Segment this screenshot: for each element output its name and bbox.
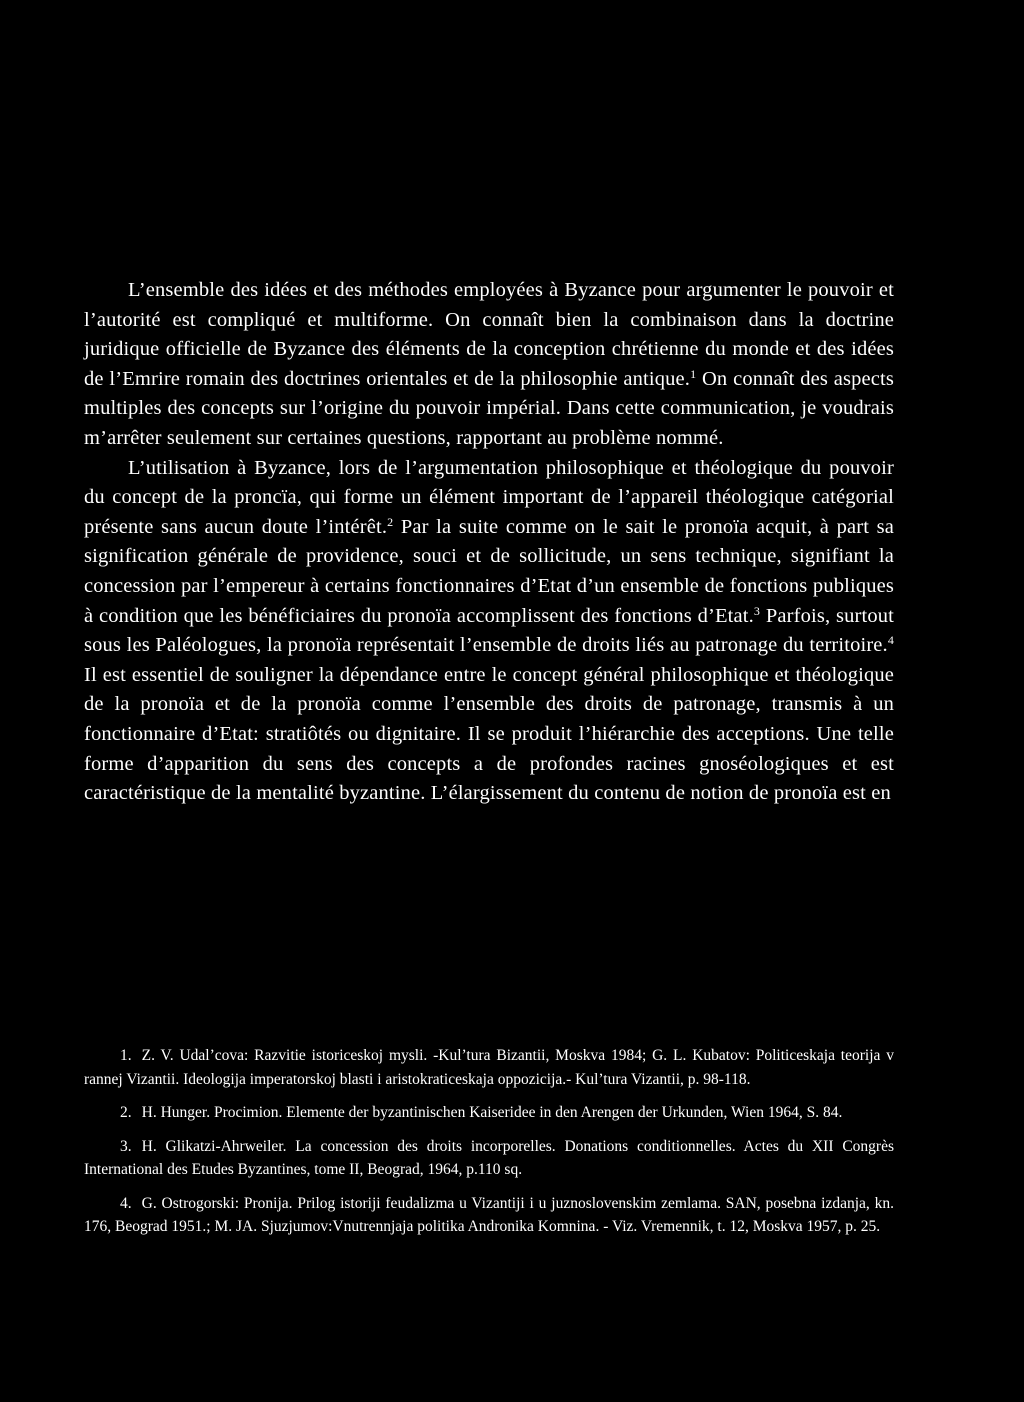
footnotes-section xyxy=(84,1044,894,1249)
footnote-2 xyxy=(84,1101,894,1125)
footnote-number: 3. xyxy=(120,1137,132,1155)
footnote-text: Z. V. Udal’cova: Razvitie istoriceskoj mysli. -Kul’tura Bizantii, Moskva 1984; G. L. Kubatov: Politiceskaja teorija v rannej Vizantii. Ideologija imperatorskoj blasti i aristokraticeskaja oppozicija.- Kul’tura Vizantii, p. 98-118. xyxy=(84,1047,894,1088)
footnote-text: G. Ostrogorski: Pronija. Prilog istoriji feudalizma u Vizantiji i u juznoslovenskim zemlama. SAN, posebna izdanja, kn. 176, Beograd 1951.; M. JA. Sjuzjumov:Vnutrennjaja politika Andronika Komnina. - Viz. Vremennik, t. 12, Moskva 1957, p. 25. xyxy=(84,1194,894,1235)
footnote-4 xyxy=(84,1192,894,1239)
footnote-number: 4. xyxy=(120,1194,132,1212)
paragraph-2-text-a: L’utilisation à Byzance, lors de l’argumentation philosophique et théologique du pouvoir du concept de la proncïa, qui forme un élément important de l’appareil théologique catégorial présente sans aucun doute l’intérêt. xyxy=(84,456,894,538)
footnote-ref-1[interactable]: 1 xyxy=(690,366,697,381)
footnote-number: 2. xyxy=(120,1104,132,1121)
footnote-ref-2[interactable]: 2 xyxy=(387,514,394,529)
paragraph-1 xyxy=(84,276,894,454)
footnote-ref-3[interactable]: 3 xyxy=(753,603,761,618)
paragraph-2-text-d: Il est essentiel de souligner la dépendance entre le concept général philosophique et théologique de la pronoïa et de la pronoïa comme l’ensemble des droits de patronage, transmis à un fonctionnaire d’Etat: stratiôtés ou dignitaire. Il se produit l’hiérarchie des acceptions. Une telle forme d’apparition du sens des concepts a de profondes racines gnoséologiques et est caractéristique de la mentalité byzantine. L’élargissement du contenu de notion de pronoïa est en xyxy=(84,663,894,805)
paragraph-2-text-c: Parfois, surtout sous les Paléologues, la pronoïa représentait l’ensemble de droits liés au patronage du territoire. xyxy=(84,604,894,657)
main-text xyxy=(84,276,894,809)
paragraph-2 xyxy=(84,454,894,809)
footnote-text: H. Glikatzi-Ahrweiler. La concession des droits incorporelles. Donations conditionnelles. Actes du XII Congrès International des Etudes Byzantines, tome II, Beograd, 1964, p.110 sq. xyxy=(84,1137,894,1178)
footnote-ref-4[interactable]: 4 xyxy=(887,633,894,648)
footnote-number: 1. xyxy=(120,1047,132,1064)
paragraph-2-text-b: Par la suite comme on le sait le pronoïa acquit, à part sa signification générale de providence, souci et de sollicitude, un sens technique, signifiant la concession par l’empereur à certains fonctionnaires d’Etat d’un ensemble de fonctions publiques à condition que les bénéficiaires du pronoïa accomplissent des fonctions d’Etat. xyxy=(84,515,894,627)
paragraph-1-text-b: On connaît des aspects multiples des concepts sur l’origine du pouvoir impérial. Dans cette communication, je voudrais m’arrêter seulement sur certaines questions, rapportant au problème nommé. xyxy=(84,367,894,449)
footnote-1 xyxy=(84,1044,894,1091)
footnote-text: H. Hunger. Procimion. Elemente der byzantinischen Kaiseridee in den Arengen der Urkunden, Wien 1964, S. 84. xyxy=(141,1104,843,1121)
footnote-3 xyxy=(84,1135,894,1182)
paragraph-1-text-a: L’ensemble des idées et des méthodes employées à Byzance pour argumenter le pouvoir et l’autorité est compliqué et multiforme. On connaît bien la combinaison dans la doctrine juridique officielle de Byzance des éléments de la conception chrétienne du monde et des idées de l’Emrire romain des doctrines orientales et de la philosophie antique. xyxy=(84,279,894,390)
